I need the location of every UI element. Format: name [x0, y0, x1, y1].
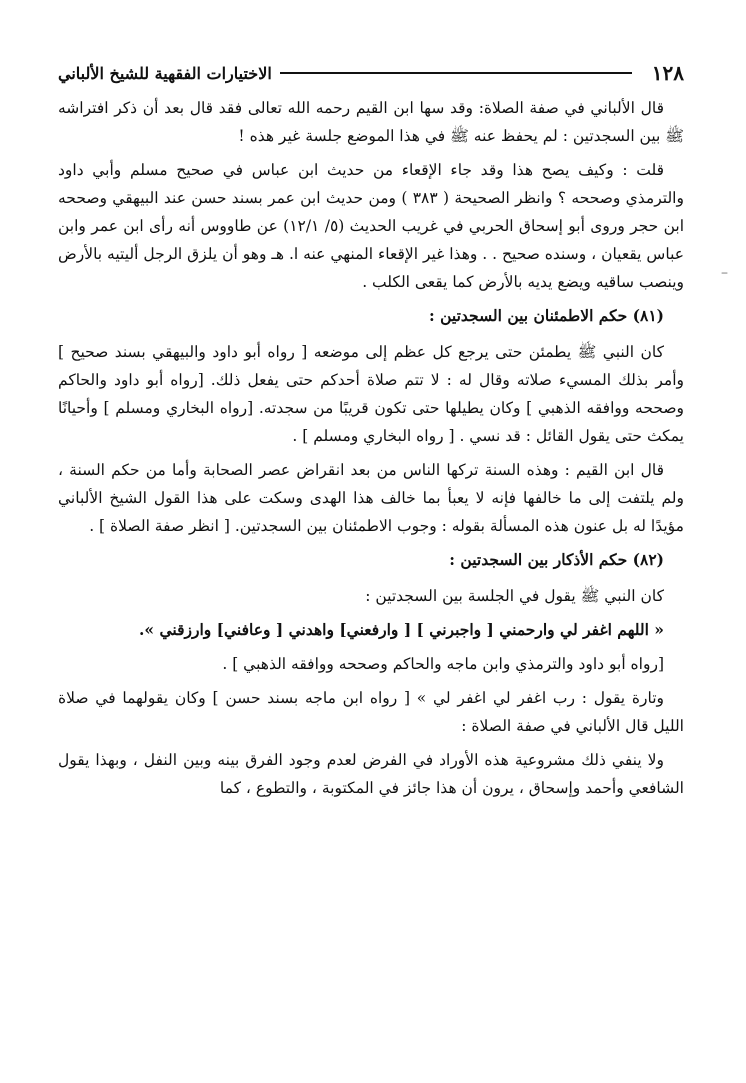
- page-header: [58, 58, 684, 88]
- dua-text: « اللهم اغفر لي وارحمني [ واجبرني ] [ وارفعني] واهدني [ وعافني] وارزقني ».: [139, 620, 664, 639]
- paragraph-prophet-said: كان النبي ﷺ يقول في الجلسة بين السجدتين :: [365, 587, 664, 605]
- paragraph-rabbi-ighfir: وتارة يقول : رب اغفر لي اغفر لي » [ رواه ابن ماجه بسند حسن ] وكان يقولهما في صلاة الليل قال الألباني في صفة الصلاة :: [58, 689, 684, 735]
- scan-mark: –: [721, 265, 728, 281]
- header-rule: [280, 72, 632, 74]
- paragraph-ibn-qayyim-sunnah: قال ابن القيم : وهذه السنة تركها الناس من بعد انقراض عصر الصحابة وأما من حكم السنة ، ولم يلتفت إلى ما خالفها فإنه لا يعبأ بما خالف هذا الهدى وسكت على هذا القول الشيخ الألباني مؤيدًا له بل عنون هذه المسألة بقوله : وجوب الاطمئنان بين السجدتين. [ انظر صفة الصلاة ] .: [58, 461, 684, 535]
- paragraph-fard-nafl: ولا ينفي ذلك مشروعية هذه الأوراد في الفرض لعدم وجود الفرق بينه وبين النفل ، وبهذا يقول الشافعي وأحمد وإسحاق ، يرون أن هذا جائز في المكتوبة ، والتطوع ، كما: [58, 751, 684, 797]
- section-heading-81: (٨١) حكم الاطمئنان بين السجدتين :: [429, 306, 664, 325]
- book-title: الاختيارات الفقهية للشيخ الألباني: [58, 63, 272, 83]
- page-number: ١٢٨: [651, 61, 684, 85]
- paragraph-dua-source: [رواه أبو داود والترمذي وابن ماجه والحاكم وصححه ووافقه الذهبي ] .: [222, 655, 664, 673]
- paragraph-iqaa: قلت : وكيف يصح هذا وقد جاء الإقعاء من حديث ابن عباس في صحيح مسلم وأبي داود والترمذي وصححه ؟ وانظر الصحيحة ( ٣٨٣ ) ومن حديث ابن عمر بسند حسن عند البيهقي وصححه ابن حجر وروى أبو إسحاق الحربي في غريب الحديث (٥/ ١٢/١) عن طاووس أنه رأى ابن عمر وابن عباس يقعيان ، وسنده صحيح . . وهذا غير الإقعاء المنهي عنه ا. هـ وهو أن يلزق الرجل أليتيه بالأرض وينصب ساقيه ويضع يديه بالأرض كما يقعى الكلب .: [58, 161, 684, 291]
- page-body: [58, 94, 684, 1069]
- paragraph-albani-ibn-qayyim: قال الألباني في صفة الصلاة: وقد سها ابن القيم رحمه الله تعالى فقد قال بعد أن ذكر افتراشه ﷺ بين السجدتين : لم يحفظ عنه ﷺ في هذا الموضع جلسة غير هذه !: [58, 99, 684, 145]
- paragraph-tumaninah: كان النبي ﷺ يطمئن حتى يرجع كل عظم إلى موضعه [ رواه أبو داود والبيهقي بسند صحيح ] وأمر بذلك المسيء صلاته وقال له : لا تتم صلاة أحدكم حتى يفعل ذلك. [رواه أبو داود والحاكم وصححه ووافقه الذهبي ] وكان يطيلها حتى تكون قريبًا من سجدته. [رواه البخاري ومسلم ] وأحيانًا يمكث حتى يقول القائل : قد نسي . [ رواه البخاري ومسلم ] .: [58, 343, 684, 445]
- section-heading-82: (٨٢) حكم الأذكار بين السجدتين :: [449, 550, 664, 569]
